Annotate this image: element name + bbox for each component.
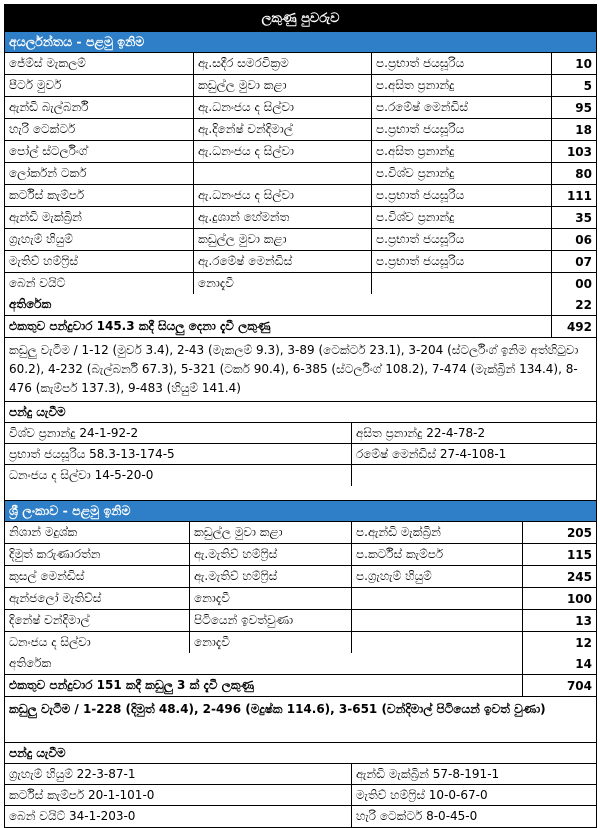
batsman-name: ධනංජය ද සිල්වා <box>5 632 190 653</box>
batsman-name: දිනේෂ් චන්දිමාල් <box>5 610 190 631</box>
total-value: 492 <box>566 319 592 334</box>
dismissal-fielder: කඩුල්ල මුවා කළා <box>194 229 372 250</box>
dismissal-fielder: කඩුල්ල මුවා කළා <box>190 522 352 543</box>
fall-of-wickets: කඩුලු වැටීම / 1-12 (මුවර් 3.4), 2-43 (මැකලම් 9.3), 3-89 (ටෙක්ටර් 23.1), 3-204 (ස්ටර්ලිංග් ඉනිම අත්හිටුවා 60.2), 4-232 (බැල්බර්නි 67.3), 5-321 (ටකර් 90.4), 6-385 (ස්ටර්ලිංග් 108.2), 7-474 (මැක්බ්‍රින් 134.4), 8-476 (කැම්පර් 137.3), 9-483 (හියුම් 141.4) <box>9 343 579 395</box>
dismissal-fielder: ඇ.දිනේෂ් චන්දිමාල් <box>194 119 372 140</box>
runs-scored: 35 <box>575 210 592 225</box>
dismissal-fielder: පිටියෙන් ඉවත්වුණා <box>190 610 352 631</box>
dismissal-bowler: ප.ප්‍රභාත් ජයසූරිය <box>372 229 552 250</box>
runs-scored: 103 <box>566 144 592 159</box>
runs-scored: 00 <box>575 276 592 291</box>
bowling-label: පන්දු යැවීම <box>9 745 66 760</box>
batsman-name: ජේම්ස් මැකලම් <box>5 53 194 74</box>
dismissal-fielder: නොදැවී <box>190 588 352 609</box>
runs-scored: 115 <box>566 547 592 562</box>
total-value: 704 <box>566 678 592 693</box>
runs-scored: 12 <box>575 635 592 650</box>
total-label: එකතුව පන්දුවාර 151 කදී කඩුලු 3 ක් දැවී ලකුණු <box>5 675 523 696</box>
batting-row <box>5 207 596 229</box>
dismissal-bowler: ප.අසිත ප්‍රනාන්දු <box>372 75 552 96</box>
bowling-row <box>5 785 596 806</box>
dismissal-bowler: ප.ඇන්ඩි මැක්බ්‍රින් <box>352 522 523 543</box>
dismissal-bowler: ප.ප්‍රභාත් ජයසූරිය <box>372 119 552 140</box>
runs-scored: 18 <box>575 122 592 137</box>
dismissal-bowler <box>352 588 523 609</box>
dismissal-bowler <box>352 632 523 653</box>
dismissal-fielder: ඇ.මැතිව් හම්ෆ්‍රිස් <box>190 544 352 565</box>
dismissal-bowler: ප.විශ්ව ප්‍රනාන්දු <box>372 207 552 228</box>
batsman-name: ග්‍රැහැම් හියුම් <box>5 229 194 250</box>
batting-row <box>5 53 596 75</box>
bowling-label: පන්දු යැවීම <box>9 404 66 419</box>
innings-header-srilanka: ශ්‍රී ලංකාව - පළමු ඉනිම <box>5 501 596 521</box>
batting-row <box>5 141 596 163</box>
batting-row <box>5 544 596 566</box>
bowler-figures: බෙන් වයිට් 34-1-203-0 <box>5 806 352 827</box>
batting-row <box>5 97 596 119</box>
dismissal-bowler: ප.විශ්ව ප්‍රනාන්දු <box>372 163 552 184</box>
batsman-name: බෙන් වයිට් <box>5 273 194 294</box>
dismissal-fielder: ඇ.ධනංජය ද සිල්වා <box>194 185 372 206</box>
bowler-figures: ධනංජය ද සිල්වා 14-5-20-0 <box>5 465 352 486</box>
batsman-name: නිශාන් මදුශ්ක <box>5 522 190 543</box>
bowler-figures: රමේෂ් මෙන්ඩිස් 27-4-108-1 <box>356 446 507 461</box>
extras-label: අතිරේක <box>5 294 552 315</box>
dismissal-fielder: කඩුල්ල මුවා කළා <box>194 75 372 96</box>
batting-row <box>5 610 596 632</box>
bowler-figures: විශ්ව ප්‍රනාන්දු 24-1-92-2 <box>5 423 352 443</box>
bowling-row <box>5 764 596 785</box>
scorecard-title: ලකුණු පුවරුව <box>5 5 596 31</box>
dismissal-bowler: ප.ග්‍රැහැම් හියුම් <box>352 566 523 587</box>
dismissal-bowler: ප.රමේෂ් මෙන්ඩිස් <box>372 97 552 118</box>
batting-row <box>5 566 596 588</box>
runs-scored: 10 <box>575 56 592 71</box>
bowler-figures: හැරි ටෙක්ටර් 8-0-45-0 <box>356 809 478 823</box>
dismissal-fielder: ඇ.රමේෂ් මෙන්ඩිස් <box>194 251 372 272</box>
bowling-row <box>5 465 596 486</box>
dismissal-fielder: ඇ.සදීර සමරවික්‍රම <box>194 53 372 74</box>
batting-row <box>5 185 596 207</box>
dismissal-fielder <box>194 163 372 184</box>
runs-scored: 06 <box>575 232 592 247</box>
bowling-row <box>5 423 596 444</box>
innings-header-ireland: අයර්ලන්තය - පළමු ඉනිම <box>5 32 596 52</box>
dismissal-bowler: ප.කර්ටිස් කැම්පර් <box>352 544 523 565</box>
dismissal-fielder: නොදැවී <box>194 273 372 294</box>
batting-row <box>5 632 596 653</box>
runs-scored: 205 <box>566 525 592 540</box>
batting-row <box>5 522 596 544</box>
dismissal-bowler <box>372 273 552 294</box>
extras-label: අතිරේක <box>5 653 523 674</box>
fall-of-wickets: කඩුලු වැටීම / 1-228 (දිමුත් 48.4), 2-496 (මදුෂ්ක 114.6), 3-651 (චන්දිමාල් පිටියෙන් ඉවත් වුණා) <box>9 702 546 716</box>
dismissal-fielder: ඇ.ධනංජය ද සිල්වා <box>194 97 372 118</box>
batsman-name: දිමුත් කරුණාරත්න <box>5 544 190 565</box>
dismissal-bowler <box>352 610 523 631</box>
batting-row <box>5 273 596 294</box>
batsman-name: ඇන්ඩි මැක්බ්‍රින් <box>5 207 194 228</box>
batsman-name: කුසල් මෙන්ඩිස් <box>5 566 190 587</box>
runs-scored: 245 <box>566 569 592 584</box>
bowler-figures: අසිත ප්‍රනාන්දු 22-4-78-2 <box>356 425 486 440</box>
runs-scored: 07 <box>575 254 592 269</box>
batting-row <box>5 119 596 141</box>
runs-scored: 5 <box>583 78 592 93</box>
batting-row <box>5 75 596 97</box>
dismissal-fielder: ඇ.දුශාන් හේමන්ත <box>194 207 372 228</box>
runs-scored: 13 <box>575 613 592 628</box>
batting-row <box>5 229 596 251</box>
bowling-row <box>5 806 596 827</box>
dismissal-bowler: ප.ප්‍රභාත් ජයසූරිය <box>372 185 552 206</box>
batsman-name: මැතිව් හම්ෆ්‍රිස් <box>5 251 194 272</box>
dismissal-fielder: ඇ.මැතිව් හම්ෆ්‍රිස් <box>190 566 352 587</box>
dismissal-bowler: ප.අසිත ප්‍රනාන්දු <box>372 141 552 162</box>
batsman-name: පීටර් මුවර් <box>5 75 194 96</box>
batsman-name: ඇන්ජලෝ මැතිව්ස් <box>5 588 190 609</box>
extras-value: 22 <box>575 297 592 312</box>
dismissal-fielder: ඇ.ධනංජය ද සිල්වා <box>194 141 372 162</box>
runs-scored: 100 <box>566 591 592 606</box>
dismissal-bowler: ප.ප්‍රභාත් ජයසූරිය <box>372 53 552 74</box>
bowler-figures: මැතිව් හම්ෆ්‍රිස් 10-0-67-0 <box>356 787 488 802</box>
bowler-figures: ප්‍රභාත් ජයසූරිය 58.3-13-174-5 <box>5 444 352 464</box>
bowler-figures: ඇන්ඩි මැක්බ්‍රින් 57-8-191-1 <box>356 766 500 781</box>
total-label: එකතුව පන්දුවාර 145.3 කදී සියලු දෙනා දැවී ලකුණු <box>5 316 552 337</box>
runs-scored: 95 <box>575 100 592 115</box>
bowler-figures: ග්‍රැහැම් හියුම් 22-3-87-1 <box>5 764 352 784</box>
dismissal-bowler: ප.ප්‍රභාත් ජයසූරිය <box>372 251 552 272</box>
batsman-name: හැරි ටෙක්ටර් <box>5 119 194 140</box>
bowling-row <box>5 444 596 465</box>
batsman-name: ඇන්ඩි බැල්බර්නි <box>5 97 194 118</box>
batting-row <box>5 251 596 273</box>
runs-scored: 80 <box>575 166 592 181</box>
batsman-name: පෝල් ස්ටර්ලිංග් <box>5 141 194 162</box>
extras-value: 14 <box>575 656 592 671</box>
runs-scored: 111 <box>566 188 592 203</box>
scorecard-table <box>4 4 597 828</box>
bowler-figures: කර්ටිස් කැම්පර් 20-1-101-0 <box>5 785 352 805</box>
batsman-name: ලෝර්කන් ටකර් <box>5 163 194 184</box>
dismissal-fielder: නොදැවී <box>190 632 352 653</box>
batting-row <box>5 588 596 610</box>
bowler-figures <box>352 465 596 486</box>
batsman-name: කර්ටිස් කැම්පර් <box>5 185 194 206</box>
batting-row <box>5 163 596 185</box>
